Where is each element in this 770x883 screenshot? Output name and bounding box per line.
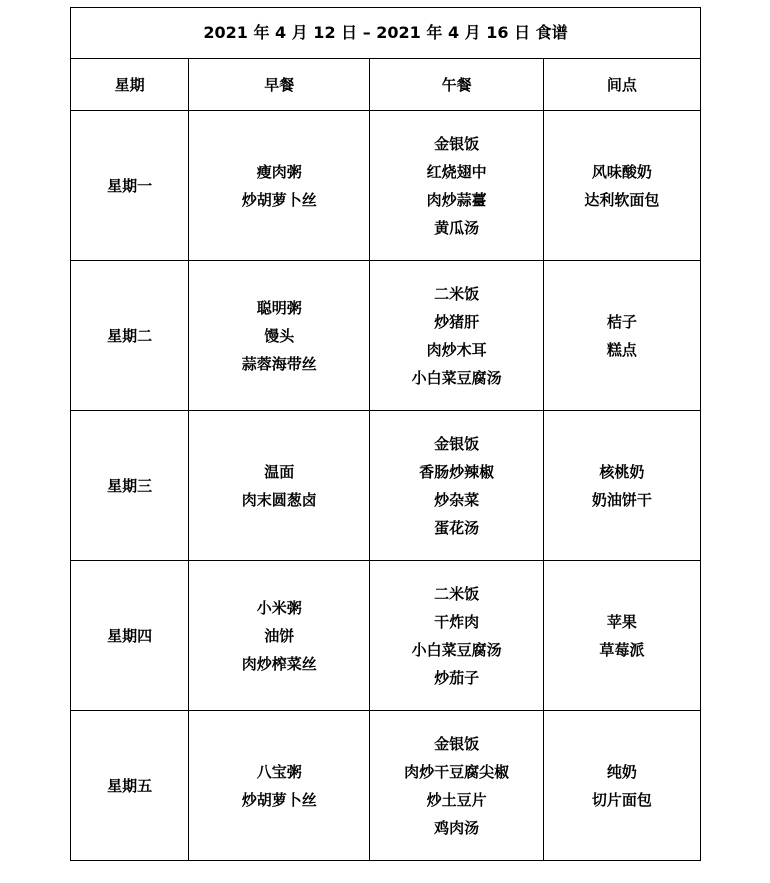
breakfast-item: 油饼 [264, 626, 295, 645]
lunch-item: 金银饭 [434, 734, 480, 753]
snack-cell [543, 261, 700, 411]
table-row [71, 711, 701, 861]
header-day: 星期 [71, 59, 189, 111]
snack-item: 桔子 [606, 312, 637, 331]
breakfast-item: 瘦肉粥 [256, 162, 302, 181]
day-rows [71, 111, 701, 861]
snack-cell [543, 711, 700, 861]
lunch-cell [370, 411, 543, 561]
lunch-item: 肉炒干豆腐尖椒 [404, 762, 510, 781]
lunch-item: 鸡肉汤 [434, 818, 480, 837]
snack-item: 苹果 [606, 612, 637, 631]
breakfast-item: 肉末圆葱卤 [241, 490, 317, 509]
menu-title: 2021 年 4 月 12 日 – 2021 年 4 月 16 日 食谱 [71, 8, 701, 59]
lunch-item: 炒茄子 [434, 668, 480, 687]
snack-cell [543, 111, 700, 261]
lunch-item: 炒杂菜 [434, 490, 480, 509]
breakfast-item: 八宝粥 [256, 762, 302, 781]
breakfast-item: 蒜蓉海带丝 [241, 354, 317, 373]
lunch-item: 肉炒木耳 [426, 340, 487, 359]
snack-item: 风味酸奶 [591, 162, 652, 181]
table-row [71, 111, 701, 261]
header-breakfast: 早餐 [189, 59, 370, 111]
breakfast-item: 炒胡萝卜丝 [241, 190, 317, 209]
lunch-cell [370, 111, 543, 261]
lunch-item: 干炸肉 [434, 612, 480, 631]
breakfast-item: 炒胡萝卜丝 [241, 790, 317, 809]
snack-item: 达利软面包 [584, 190, 660, 209]
snack-cell [543, 411, 700, 561]
breakfast-cell [189, 111, 370, 261]
snack-item: 纯奶 [606, 762, 637, 781]
weekly-menu-table [70, 7, 701, 861]
lunch-item: 黄瓜汤 [434, 218, 480, 237]
lunch-item: 蛋花汤 [434, 518, 480, 537]
title-row [71, 8, 701, 59]
snack-item: 草莓派 [599, 640, 645, 659]
snack-item: 核桃奶 [599, 462, 645, 481]
breakfast-cell [189, 261, 370, 411]
table-row [71, 411, 701, 561]
lunch-item: 金银饭 [434, 434, 480, 453]
breakfast-cell [189, 411, 370, 561]
snack-item: 切片面包 [591, 790, 652, 809]
breakfast-item: 小米粥 [256, 598, 302, 617]
lunch-item: 红烧翅中 [426, 162, 487, 181]
breakfast-item: 温面 [264, 462, 295, 481]
table-row [71, 261, 701, 411]
lunch-cell [370, 261, 543, 411]
lunch-item: 小白菜豆腐汤 [411, 368, 502, 387]
breakfast-cell [189, 711, 370, 861]
snack-item: 奶油饼干 [591, 490, 652, 509]
lunch-item: 小白菜豆腐汤 [411, 640, 502, 659]
lunch-item: 炒土豆片 [426, 790, 487, 809]
header-snack: 间点 [543, 59, 700, 111]
day-cell: 星期三 [71, 411, 189, 561]
lunch-item: 二米饭 [434, 284, 480, 303]
day-cell: 星期二 [71, 261, 189, 411]
header-row [71, 59, 701, 111]
lunch-cell [370, 561, 543, 711]
lunch-item: 炒猪肝 [434, 312, 480, 331]
snack-cell [543, 561, 700, 711]
lunch-item: 肉炒蒜薹 [426, 190, 487, 209]
breakfast-cell [189, 561, 370, 711]
day-cell: 星期五 [71, 711, 189, 861]
header-lunch: 午餐 [370, 59, 543, 111]
snack-item: 糕点 [606, 340, 637, 359]
breakfast-item: 馒头 [264, 326, 295, 345]
day-cell: 星期四 [71, 561, 189, 711]
day-cell: 星期一 [71, 111, 189, 261]
table-row [71, 561, 701, 711]
lunch-cell [370, 711, 543, 861]
lunch-item: 金银饭 [434, 134, 480, 153]
lunch-item: 香肠炒辣椒 [419, 462, 495, 481]
lunch-item: 二米饭 [434, 584, 480, 603]
breakfast-item: 肉炒榨菜丝 [241, 654, 317, 673]
breakfast-item: 聪明粥 [256, 298, 302, 317]
